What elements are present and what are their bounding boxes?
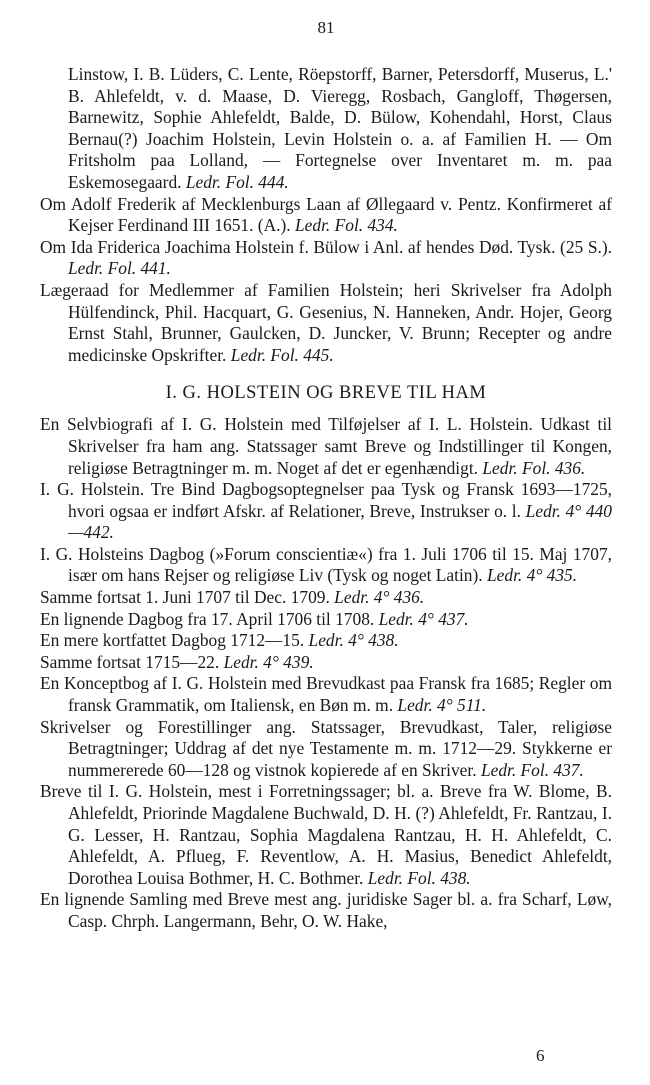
entry-text: Om Ida Friderica Joachima Holstein f. Bülow i Anl. af hendes Død. Tysk. (25 S.). bbox=[40, 236, 612, 257]
entries bbox=[40, 64, 612, 933]
entry-text: Breve til I. G. Holstein, mest i Forretningssager; bl. a. Breve fra W. Blome, B. Ahlefeldt, Priorinde Magdalene Buchwald, D. H. (?) Ahlefeldt, Fr. Rantzau, I. G. Lesser, H. Rantzau, Sophia Magdalena Rantzau, H. H. Ahlefeldt, C. Ahlefeldt, A. Pflueg, F. Reventlow, A. H. Masius, Benedict Ahlefeldt, Dorothea Louisa Bothmer, H. C. Bothmer. bbox=[40, 781, 612, 888]
archive-reference: Ledr. Fol. 445. bbox=[230, 344, 334, 365]
entry-text: I. G. Holstein. Tre Bind Dagbogsoptegnelser paa Tysk og Fransk 1693—1725, hvori ogsaa er indført Afskr. af Relationer, Breve, Instrukser o. l. bbox=[40, 479, 612, 521]
entry-text: I. G. Holsteins Dagbog (»Forum conscientiæ«) fra 1. Juli 1706 til 15. Maj 1707, især om hans Rejser og religiøse Liv (Tysk og noget Latin). bbox=[40, 543, 612, 586]
section-one bbox=[40, 64, 612, 366]
archive-reference: Ledr. 4° 438. bbox=[308, 630, 399, 651]
list-item bbox=[40, 889, 612, 932]
archive-reference: Ledr. 4° 439. bbox=[223, 651, 314, 672]
document-page bbox=[40, 0, 612, 1085]
list-item bbox=[40, 64, 612, 194]
list-item bbox=[40, 237, 612, 280]
archive-reference: Ledr. Fol. 438. bbox=[367, 867, 471, 888]
list-item bbox=[40, 717, 612, 782]
page-number: 81 bbox=[317, 18, 335, 37]
signature-mark: 6 bbox=[536, 1046, 545, 1065]
entry-text: En mere kortfattet Dagbog 1712—15. bbox=[40, 630, 305, 651]
entry-text: En lignende Dagbog fra 17. April 1706 til 1708. bbox=[40, 608, 375, 629]
archive-reference: Ledr. Fol. 444. bbox=[185, 171, 289, 192]
entry-text: Lægeraad for Medlemmer af Familien Holstein; heri Skrivelser fra Adolph Hülfendinck, Phil. Hacquart, G. Gesenius, N. Hanneken, Andr. Hojer, Georg Ernst Stahl, Brunner, Gaulcken, D. Juncker, V. Brunn; Recepter og andre medicinske Opskrifter. bbox=[40, 279, 612, 365]
list-item bbox=[40, 587, 612, 609]
entry-text: En Konceptbog af I. G. Holstein med Brevudkast paa Fransk fra 1685; Regler om fransk Grammatik, om Italiensk, en Bøn m. m. bbox=[40, 673, 612, 716]
entry-text: Samme fortsat 1715—22. bbox=[40, 651, 220, 672]
archive-reference: Ledr. 4° 436. bbox=[334, 587, 425, 608]
archive-reference: Ledr. Fol. 441. bbox=[68, 258, 171, 279]
list-item bbox=[40, 630, 612, 652]
archive-reference: Ledr. Fol. 434. bbox=[295, 215, 398, 236]
list-item bbox=[40, 781, 612, 889]
entry-text: Linstow, I. B. Lüders, C. Lente, Röepstorff, Barner, Petersdorff, Muserus, L.' B. Ahlefeldt, v. d. Maase, D. Vieregg, Rosbach, Gangloff, Thøgersen, Barnewitz, Sophie Ahlefeldt, Balde, D. Bülow, Kohendahl, Horst, Claus Bernau(?) Joachim Holstein, Levin Holstein o. a. af Familien H. — Om Fritsholm paa Lolland, — Fortegnelse over Inventaret m. m. paa Eskemosegaard. bbox=[68, 64, 612, 192]
list-item bbox=[40, 673, 612, 716]
list-item bbox=[40, 194, 612, 237]
archive-reference: Ledr. 4° 437. bbox=[378, 608, 469, 629]
archive-reference: Ledr. Fol. 437. bbox=[480, 759, 584, 780]
list-item bbox=[40, 414, 612, 479]
archive-reference: Ledr. Fol. 436. bbox=[482, 457, 586, 478]
entry-text: Skrivelser og Forestillinger ang. Statssager, Brevudkast, Taler, religiøse Betragtninger; Uddrag af det nye Testamente m. m. 1712—29. Stykkerne er nummererede 60—128 og vistnok kopierede af en Skriver. bbox=[40, 716, 612, 780]
entry-text: Om Adolf Frederik af Mecklenburgs Laan af Øllegaard v. Pentz. Konfirmeret af Kejser Ferdinand III 1651. (A.). bbox=[40, 193, 612, 236]
section-two bbox=[40, 414, 612, 932]
list-item bbox=[40, 609, 612, 631]
section-heading: I. G. HOLSTEIN OG BREVE TIL HAM bbox=[165, 383, 487, 404]
archive-reference: Ledr. 4° 435. bbox=[487, 565, 578, 586]
archive-reference: Ledr. 4° 440—442. bbox=[68, 500, 612, 543]
entry-text: Samme fortsat 1. Juni 1707 til Dec. 1709. bbox=[40, 587, 330, 608]
list-item bbox=[40, 280, 612, 366]
list-item bbox=[40, 652, 612, 674]
entry-text: En Selvbiografi af I. G. Holstein med Tilføjelser af I. L. Holstein. Udkast til Skrivelser fra ham ang. Statssager samt Breve og Indstillinger til Kongen, religiøse Betragtninger m. m. Noget af det er egenhændigt. bbox=[40, 414, 612, 478]
list-item bbox=[40, 544, 612, 587]
archive-reference: Ledr. 4° 511. bbox=[397, 695, 487, 716]
list-item bbox=[40, 479, 612, 544]
entry-text: En lignende Samling med Breve mest ang. juridiske Sager bl. a. fra Scharf, Løw, Casp. Chrph. Langermann, Behr, O. W. Hake, bbox=[40, 889, 612, 931]
